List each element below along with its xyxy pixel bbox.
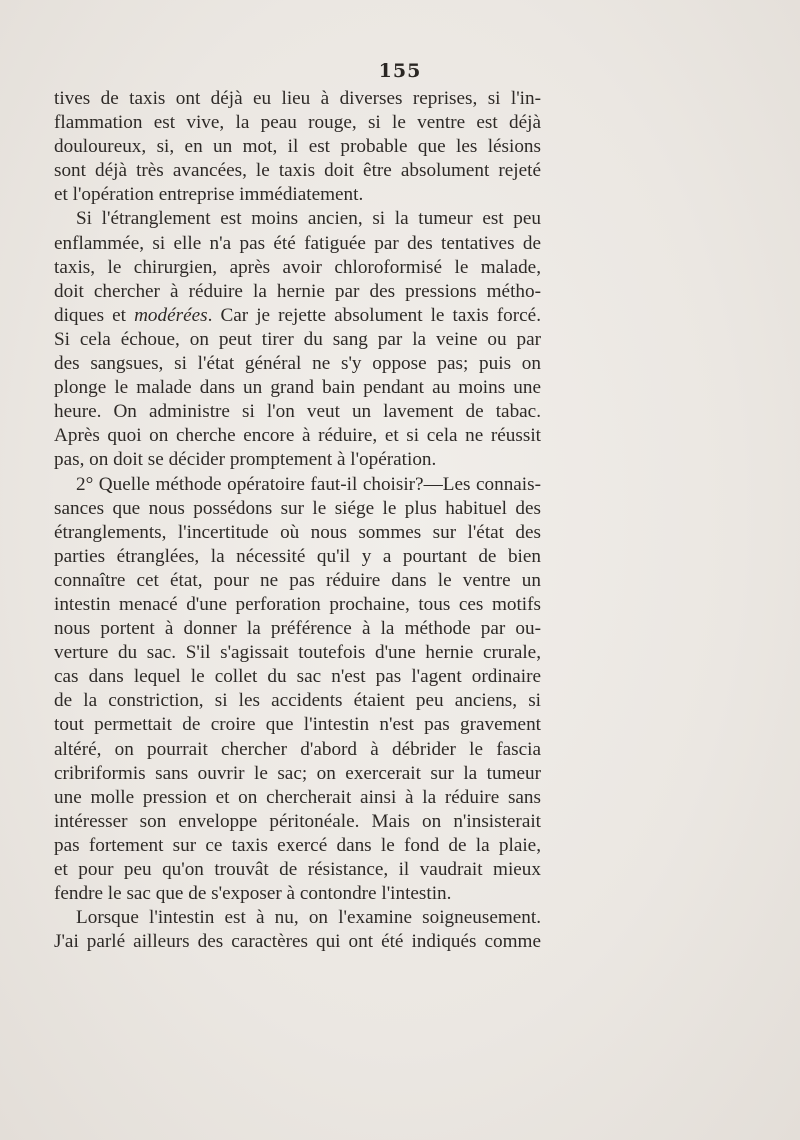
text-line: connaître cet état, pour ne pas réduire dans le ventre un	[54, 569, 541, 591]
text-line: enflammée, si elle n'a pas été fatiguée par des tentatives de	[54, 232, 541, 254]
text-line: de la constriction, si les accidents étaient peu anciens, si	[54, 690, 541, 712]
text-line: tives de taxis ont déjà eu lieu à diverses reprises, si l'in-	[54, 88, 541, 109]
text-line: nous portent à donner la préférence à la méthode par ou-	[54, 618, 541, 640]
text-line: Si cela échoue, on peut tirer du sang par la veine ou par	[54, 328, 541, 350]
text-line: Après quoi on cherche encore à réduire, et si cela ne réussit	[54, 425, 541, 447]
text-line: pas fortement sur ce taxis exercé dans le fond de la plaie,	[54, 834, 541, 856]
text-line: sont déjà très avancées, le taxis doit être absolument rejeté	[54, 160, 541, 182]
text-line: des sangsues, si l'état général ne s'y oppose pas; puis on	[54, 353, 541, 375]
text-line	[54, 304, 541, 328]
italic-word: modérées	[134, 304, 208, 326]
body-text	[54, 87, 541, 954]
text-segment: diques et	[54, 304, 135, 326]
text-line: étranglements, l'incertitude où nous sommes sur l'état des	[54, 521, 541, 543]
text-line: 2° Quelle méthode opératoire faut-il choisir?—Les connais-	[76, 473, 541, 495]
text-line: sances que nous possédons sur le siége le plus habituel des	[54, 497, 541, 519]
text-segment: . Car je rejette absolument le taxis forcé.	[207, 304, 541, 326]
text-line: verture du sac. S'il s'agissait toutefois d'une hernie crurale,	[54, 642, 541, 664]
text-line: plonge le malade dans un grand bain pendant au moins une	[54, 377, 541, 399]
text-line: pas, on doit se décider promptement à l'opération.	[54, 449, 437, 471]
page-number: 155	[378, 60, 422, 82]
text-line: altéré, on pourrait chercher d'abord à débrider le fascia	[54, 738, 541, 760]
text-line: et l'opération entreprise immédiatement.	[54, 184, 364, 206]
text-line: doit chercher à réduire la hernie par des pressions métho-	[54, 280, 541, 302]
text-line: flammation est vive, la peau rouge, si le ventre est déjà	[54, 112, 541, 134]
text-line: heure. On administre si l'on veut un lavement de tabac.	[54, 401, 541, 423]
text-line: douloureux, si, en un mot, il est probable que les lésions	[54, 136, 541, 158]
text-line: fendre le sac que de s'exposer à contondre l'intestin.	[54, 883, 452, 905]
text-line: et pour peu qu'on trouvât de résistance, il vaudrait mieux	[54, 859, 541, 880]
text-line: J'ai parlé ailleurs des caractères qui ont été indiqués comme	[54, 931, 541, 953]
text-line: intestin menacé d'une perforation prochaine, tous ces motifs	[54, 593, 541, 615]
text-line: taxis, le chirurgien, après avoir chloroformisé le malade,	[54, 256, 541, 278]
text-line: Si l'étranglement est moins ancien, si la tumeur est peu	[76, 208, 541, 230]
text-line: parties étranglées, la nécessité qu'il y a pourtant de bien	[54, 545, 541, 567]
text-line: Lorsque l'intestin est à nu, on l'examine soigneusement.	[76, 907, 541, 929]
text-line: intéresser son enveloppe péritonéale. Mais on n'insisterait	[54, 810, 541, 832]
text-line: cribriformis sans ouvrir le sac; on exercerait sur la tumeur	[54, 762, 541, 784]
text-line: une molle pression et on chercherait ainsi à la réduire sans	[54, 786, 541, 808]
text-line: cas dans lequel le collet du sac n'est pas l'agent ordinaire	[54, 666, 541, 688]
text-line: tout permettait de croire que l'intestin n'est pas gravement	[54, 714, 541, 736]
